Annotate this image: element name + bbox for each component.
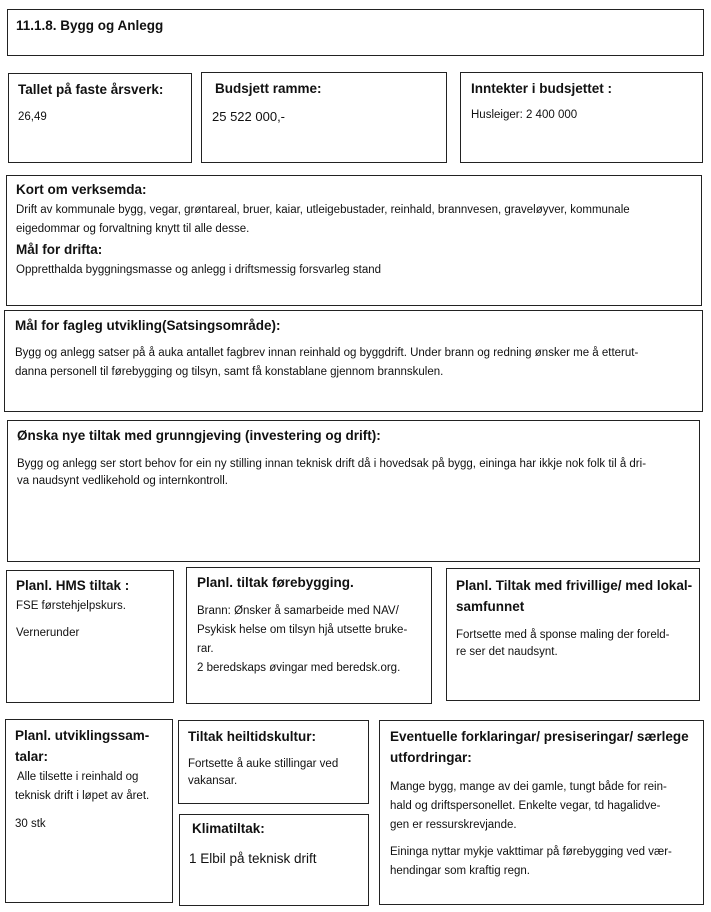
frivillige-box: [446, 568, 700, 701]
fagleg-line-1: Bygg og anlegg satser på å auka antallet fagbrev innan reinhald og byggdrift. Under brann og redning ønsker me å etterut-: [15, 347, 639, 359]
drifta-goal-heading: Mål for drifta:: [16, 242, 103, 257]
samtalar-heading-2: talar:: [15, 749, 49, 764]
samtalar-line-1: Alle tilsette i reinhald og: [17, 771, 139, 783]
drifta-goal-text: Oppretthalda byggningsmasse og anlegg i driftsmessig forsvarleg stand: [16, 264, 382, 276]
forebygging-box: [186, 567, 432, 704]
verksemda-line-1: Drift av kommunale bygg, vegar, grøntareal, bruer, kaiar, utleigebustader, reinhald, brannvesen, graveløyver, kommunale: [16, 204, 630, 216]
hms-heading: Planl. HMS tiltak :: [16, 578, 130, 593]
forebygging-line-2: Psykisk helse om tilsyn hjå utsette bruke-: [197, 624, 408, 636]
tiltak-line-2: va naudsynt vedlikehold og internkontroll.: [17, 475, 228, 487]
forebygging-heading: Planl. tiltak førebygging.: [197, 575, 354, 590]
tiltak-line-1: Bygg og anlegg ser stort behov for ein ny stilling innan teknisk drift då i hovedsak på bygg, eininga har ikkje nok folk til å dri-: [17, 458, 647, 470]
forklaringar-p1-line-3: gen er ressurskrevjande.: [390, 819, 517, 831]
forebygging-line-3: rar.: [197, 643, 214, 655]
verksemda-heading: Kort om verksemda:: [16, 182, 147, 197]
inntekter-box: [460, 72, 703, 163]
forklaringar-heading-2: utfordringar:: [390, 750, 472, 765]
hms-item-1: FSE førstehjelpskurs.: [16, 600, 126, 612]
forklaringar-heading-1: Eventuelle forklaringar/ presiseringar/ særlege: [390, 729, 689, 744]
verksemda-line-2: eigedommar og forvaltning knytt til alle desse.: [16, 223, 250, 235]
forklaringar-p1-line-1: Mange bygg, mange av dei gamle, tungt både for rein-: [390, 781, 667, 793]
budsjett-value: 25 522 000,-: [212, 109, 286, 124]
frivillige-heading-1: Planl. Tiltak med frivillige/ med lokal-: [456, 578, 693, 593]
budsjett-box: [201, 72, 447, 163]
aarsverk-box: [8, 73, 192, 163]
forebygging-line-1: Brann: Ønsker å samarbeide med NAV/: [197, 605, 399, 617]
budsjett-label: Budsjett ramme:: [215, 81, 322, 96]
heiltid-heading: Tiltak heiltidskultur:: [188, 729, 317, 744]
aarsverk-value: 26,49: [18, 111, 47, 123]
inntekter-label: Inntekter i budsjettet :: [471, 81, 613, 96]
forklaringar-p2-line-1: Eininga nyttar mykje vakttimar på førebygging ved vær-: [390, 846, 672, 858]
forklaringar-p2-line-2: hendingar som kraftig regn.: [390, 865, 530, 877]
heiltid-line-1: Fortsette å auke stillingar ved: [188, 758, 339, 770]
fagleg-heading: Mål for fagleg utvikling(Satsingsområde):: [15, 318, 281, 333]
hms-item-2: Vernerunder: [16, 627, 80, 639]
verksemda-box: [6, 175, 702, 306]
samtalar-count: 30 stk: [15, 818, 46, 830]
forebygging-line-4: 2 beredskaps øvingar med beredsk.org.: [197, 662, 401, 674]
fagleg-box: [4, 310, 703, 412]
heiltid-box: [178, 720, 369, 804]
header-box: [7, 9, 704, 56]
klima-text: 1 Elbil på teknisk drift: [189, 851, 317, 866]
heiltid-line-2: vakansar.: [188, 775, 238, 787]
samtalar-line-2: teknisk drift i løpet av året.: [15, 790, 150, 802]
samtalar-box: [5, 719, 173, 903]
frivillige-line-1: Fortsette med å sponse maling der foreld-: [456, 629, 670, 641]
hms-box: [6, 570, 174, 703]
tiltak-heading: Ønska nye tiltak med grunngjeving (investering og drift):: [17, 428, 381, 443]
frivillige-line-2: re ser det naudsynt.: [456, 646, 558, 658]
page-title: 11.1.8. Bygg og Anlegg: [16, 18, 164, 33]
klima-heading: Klimatiltak:: [192, 821, 265, 836]
frivillige-heading-2: samfunnet: [456, 599, 525, 614]
klima-box: [179, 814, 369, 906]
inntekter-value: Husleiger: 2 400 000: [471, 109, 578, 121]
forklaringar-box: [379, 720, 704, 905]
fagleg-line-2: danna personell til førebygging og tilsyn, samt få konstablane gjennom brannskulen.: [15, 366, 444, 378]
samtalar-heading-1: Planl. utviklingssam-: [15, 728, 150, 743]
forklaringar-p1-line-2: hald og driftspersonellet. Enkelte vegar, td hagalidve-: [390, 800, 661, 812]
aarsverk-label: Tallet på faste årsverk:: [18, 82, 164, 97]
tiltak-box: [7, 420, 700, 562]
